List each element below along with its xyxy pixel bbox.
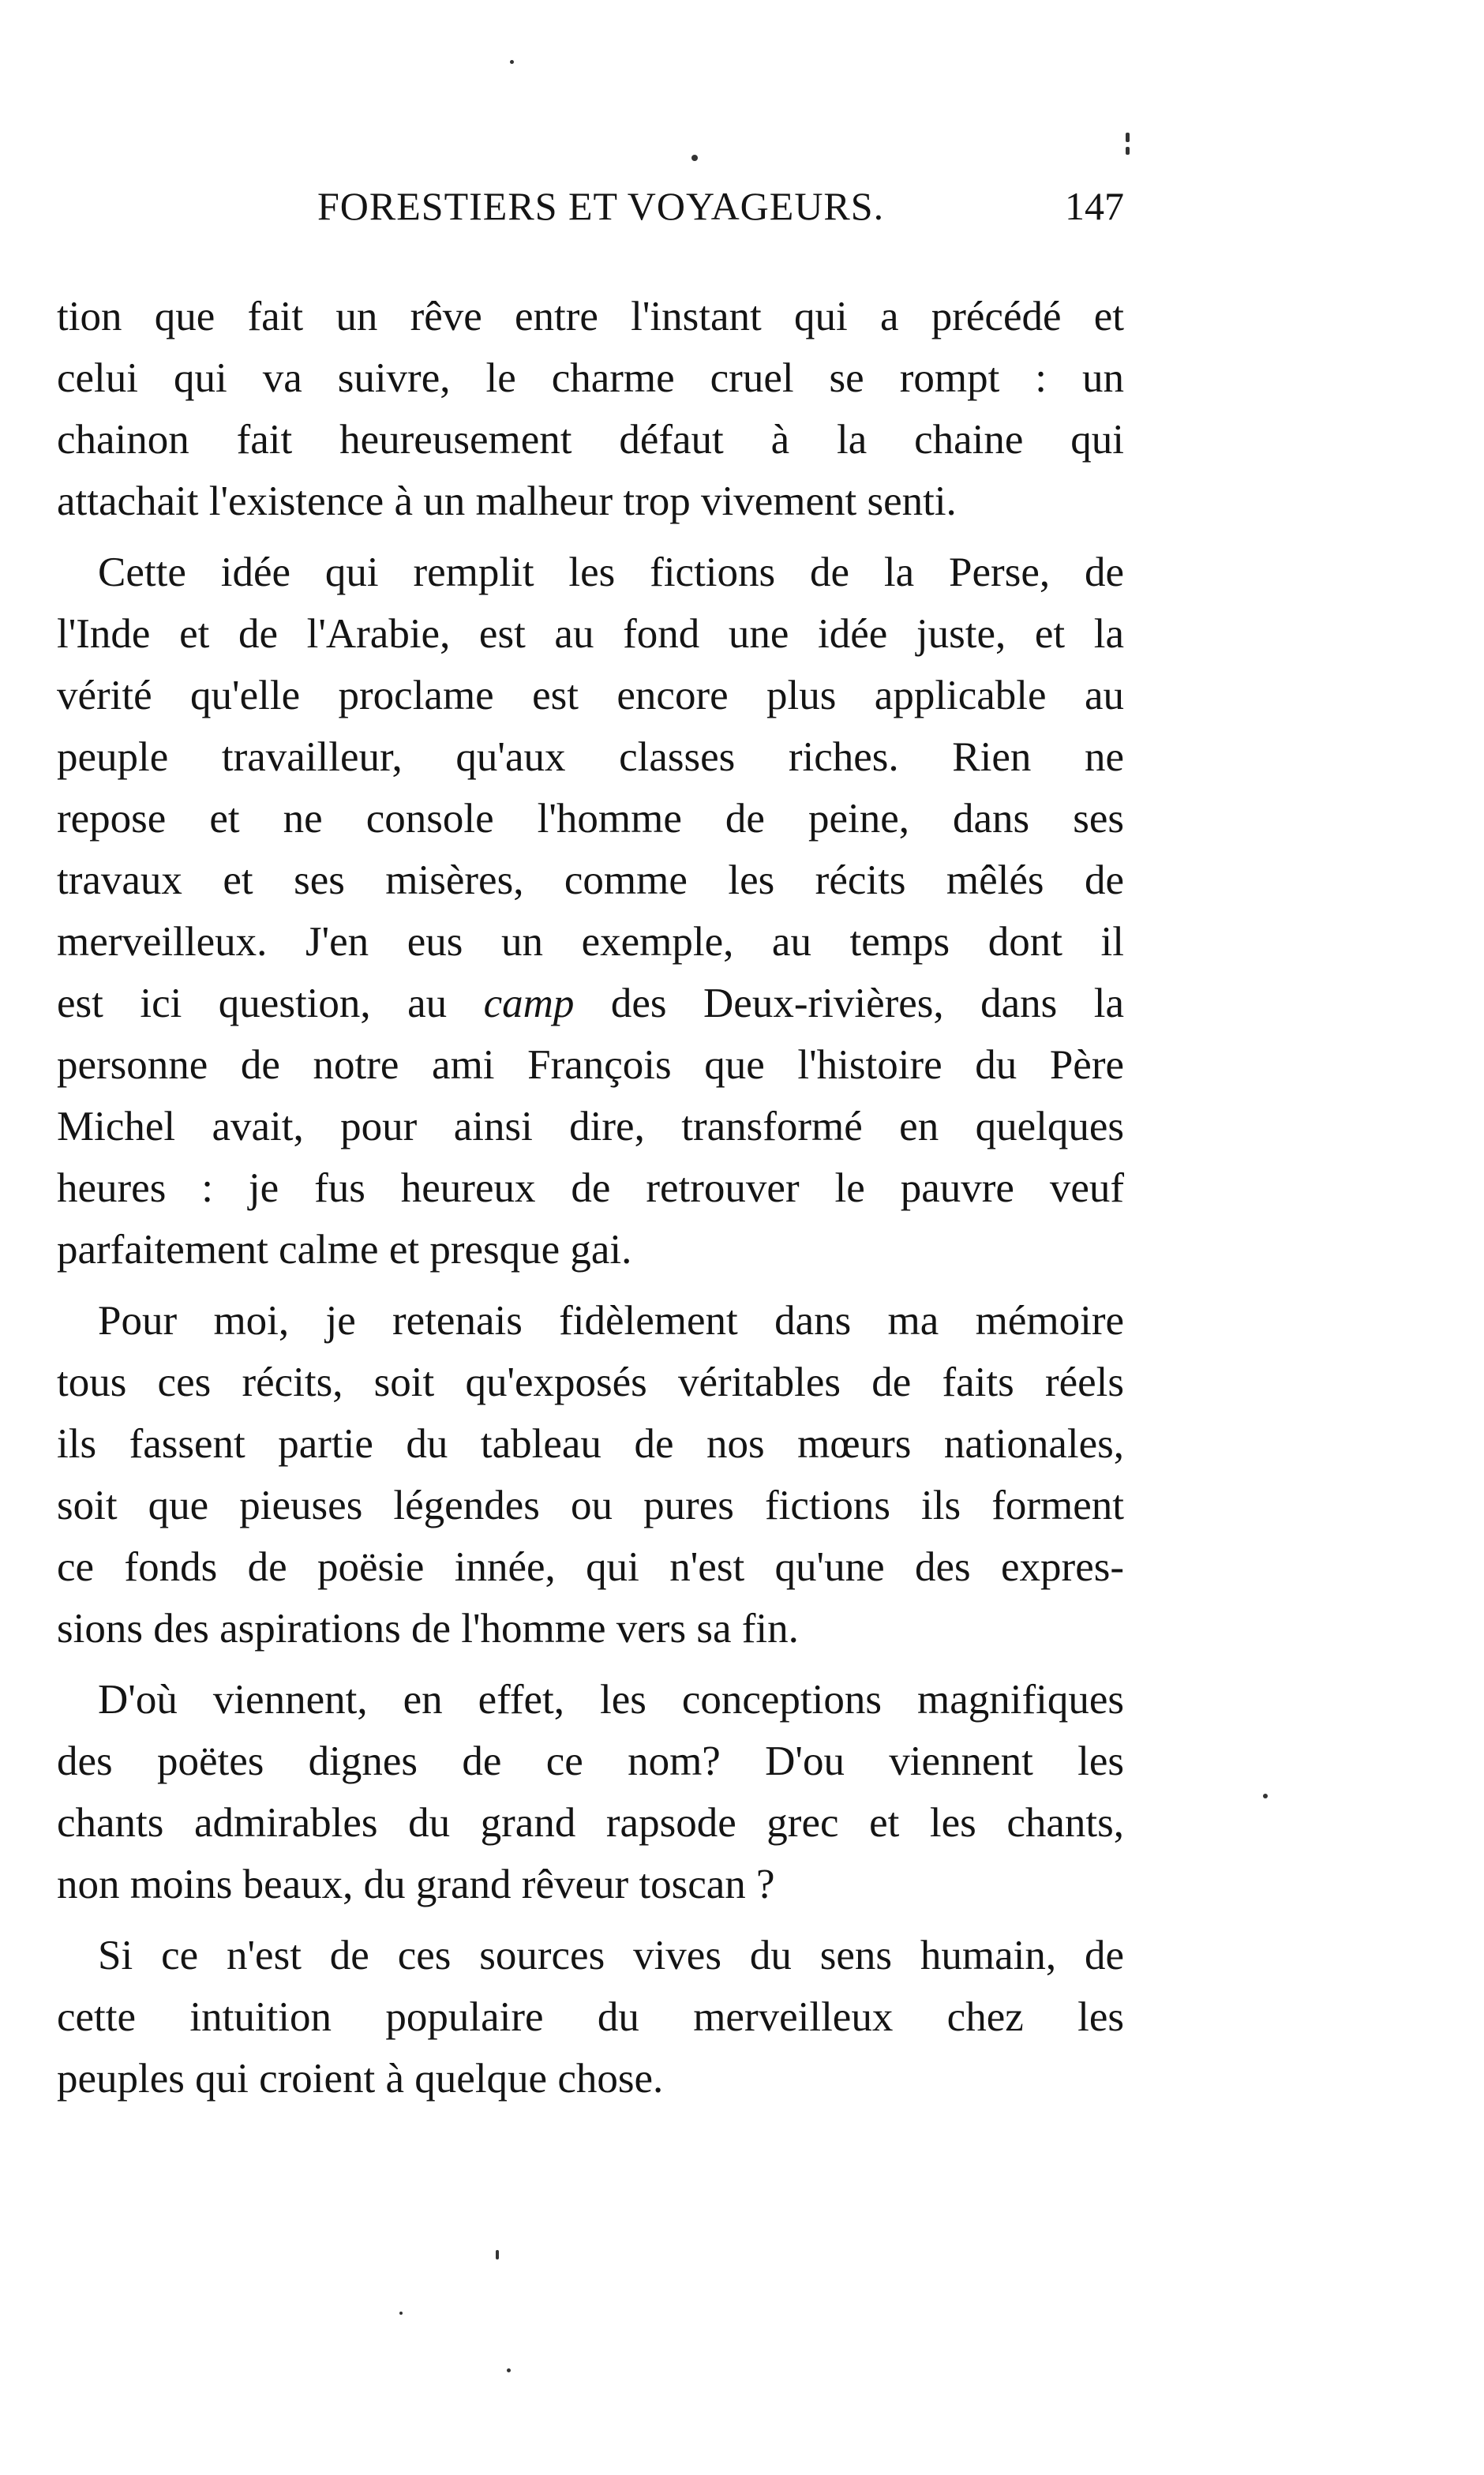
text-line: peuples qui croient à quelque chose. bbox=[57, 2056, 664, 2102]
text-line: travaux et ses misères, comme les récits mêlés de bbox=[57, 857, 1124, 903]
text-line: merveilleux. J'en eus un exemple, au temps dont il bbox=[57, 919, 1124, 965]
scan-speck bbox=[1263, 1794, 1268, 1798]
scan-speck bbox=[1126, 147, 1130, 155]
scan-speck bbox=[399, 2312, 403, 2315]
text-line: tous ces récits, soit qu'exposés véritables de faits réels bbox=[57, 1359, 1124, 1405]
scan-speck bbox=[510, 60, 514, 64]
italic-word: camp bbox=[483, 981, 575, 1026]
text-line: ce fonds de poësie innée, qui n'est qu'une des expres- bbox=[57, 1544, 1124, 1590]
scan-speck bbox=[496, 2250, 499, 2259]
scan-speck bbox=[507, 2368, 511, 2372]
text-line: ils fassent partie du tableau de nos mœurs nationales, bbox=[57, 1421, 1124, 1467]
text-line: l'Inde et de l'Arabie, est au fond une idée juste, et la bbox=[57, 611, 1124, 657]
body-text bbox=[57, 286, 1124, 2119]
scan-speck bbox=[1126, 133, 1130, 142]
text-line: sions des aspirations de l'homme vers sa fin. bbox=[57, 1606, 799, 1652]
text-line: Si ce n'est de ces sources vives du sens humain, de bbox=[98, 1933, 1124, 1978]
paragraph bbox=[57, 1925, 1124, 2109]
text-line: peuple travailleur, qu'aux classes riches. Rien ne bbox=[57, 734, 1124, 780]
scan-speck bbox=[691, 155, 698, 161]
paragraph bbox=[57, 542, 1124, 1281]
text-line: repose et ne console l'homme de peine, dans ses bbox=[57, 796, 1124, 842]
page-header bbox=[57, 183, 1124, 238]
text-line: D'où viennent, en effet, les conceptions magnifiques bbox=[98, 1677, 1124, 1723]
text-line: Cette idée qui remplit les fictions de la Perse, de bbox=[98, 549, 1124, 595]
text-line bbox=[57, 973, 1124, 1034]
text-line: parfaitement calme et presque gai. bbox=[57, 1227, 632, 1273]
text-line: Michel avait, pour ainsi dire, transformé en quelques bbox=[57, 1104, 1124, 1149]
text-line: Pour moi, je retenais fidèlement dans ma mémoire bbox=[98, 1298, 1124, 1344]
text-line: attachait l'existence à un malheur trop vivement senti. bbox=[57, 478, 957, 524]
text-line: personne de notre ami François que l'histoire du Père bbox=[57, 1042, 1124, 1088]
text-line: non moins beaux, du grand rêveur toscan ? bbox=[57, 1862, 775, 1907]
paragraph bbox=[57, 1669, 1124, 1915]
text-line: chainon fait heureusement défaut à la chaine qui bbox=[57, 417, 1124, 463]
running-title: FORESTIERS ET VOYAGEURS. bbox=[317, 184, 885, 228]
text-line: cette intuition populaire du merveilleux chez les bbox=[57, 1994, 1124, 2040]
paragraph bbox=[57, 286, 1124, 532]
paragraph bbox=[57, 1290, 1124, 1659]
page-number: 147 bbox=[1065, 184, 1124, 228]
text-line: celui qui va suivre, le charme cruel se rompt : un bbox=[57, 355, 1124, 401]
text-line: soit que pieuses légendes ou pures fictions ils forment bbox=[57, 1483, 1124, 1528]
text-line: chants admirables du grand rapsode grec et les chants, bbox=[57, 1800, 1124, 1846]
text-segment: est ici question, au bbox=[57, 981, 484, 1026]
text-line: heures : je fus heureux de retrouver le pauvre veuf bbox=[57, 1165, 1124, 1211]
text-line: tion que fait un rêve entre l'instant qui a précédé et bbox=[57, 294, 1124, 339]
text-line: des poëtes dignes de ce nom? D'ou viennent les bbox=[57, 1738, 1124, 1784]
text-segment: des Deux-rivières, dans la bbox=[574, 981, 1124, 1026]
text-line: vérité qu'elle proclame est encore plus applicable au bbox=[57, 673, 1124, 718]
